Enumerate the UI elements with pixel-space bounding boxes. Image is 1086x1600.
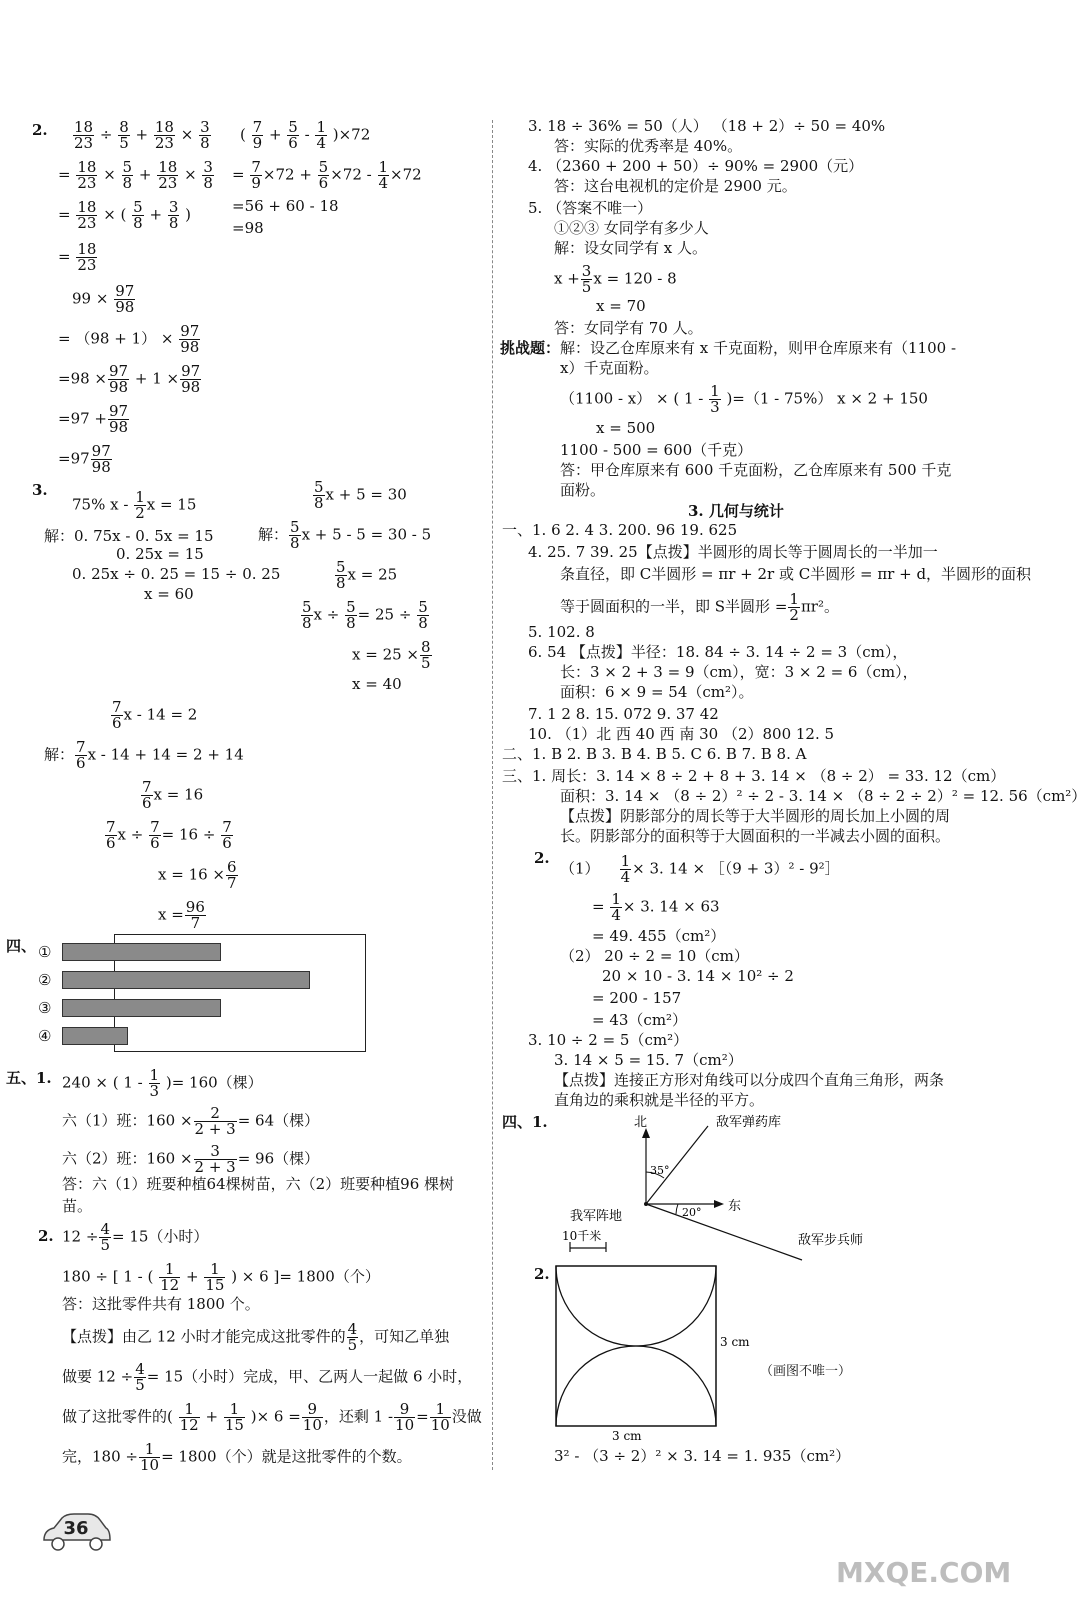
geo-three4: 长。阴影部分的面积等于大圆面积的一半减去小圆的面积。 (560, 827, 951, 845)
side-right-label: 3 cm (720, 1335, 750, 1349)
challenge-line6: 答：甲仓库原来有 600 千克面粉，乙仓库原来有 500 千克 (560, 461, 952, 479)
sec5-answer: 答：六（1）班要种植64棵树苗，六（2）班要种植96 棵树 (62, 1175, 455, 1193)
geo-three2: 面积：3. 14 × （8 ÷ 2）² ÷ 2 - 3. 14 × （8 ÷ 2 ÷ 2）² = 12. 56（cm²） (560, 787, 1086, 805)
geo-32b: = $\frac{1}{4}$ × 3. 14 × 63 (592, 890, 720, 924)
q52-line1: 12 ÷ $\frac{4}{5}$ = 15（小时） (62, 1220, 209, 1254)
r4-line: 4. （2360 + 200 + 50）÷ 90% = 2900（元） (528, 157, 864, 175)
base-label: 我军阵地 (570, 1209, 623, 1224)
geo-32-label: 2. (534, 849, 550, 867)
ammo-label: 敌军弹药库 (716, 1115, 782, 1130)
column-divider (492, 120, 493, 1470)
geo-32e: 20 × 10 - 3. 14 × 10² ÷ 2 (602, 967, 794, 985)
geo-33b: 3. 14 × 5 = 15. 7（cm²） (554, 1051, 743, 1069)
bar-label-2: ② (38, 971, 52, 989)
challenge-line4: x = 500 (596, 419, 656, 437)
r5-line: 5. （答案不唯一） (528, 199, 653, 217)
geo-4-label: 四、1. (502, 1113, 548, 1131)
geo-two: 二、1. B 2. B 3. B 4. B 5. C 6. B 7. B 8. A (502, 745, 807, 763)
page-number: 36 (63, 1518, 89, 1539)
sec5-answer2: 苗。 (62, 1197, 93, 1215)
bottom-semicircle (556, 1346, 716, 1426)
north-label: 北 (634, 1115, 648, 1130)
geo-33d: 直角边的乘积就是半径的平方。 (554, 1091, 765, 1109)
geo-32a: （1） $\frac{1}{4}$ × 3. 14 × ［（9 + 3）² - 9²］ (560, 852, 840, 886)
square-formula: 3² - （3 ÷ 2）² × 3. 14 = 1. 935（cm²） (554, 1447, 851, 1465)
geo-6c: 面积：6 × 9 = 54（cm²）。 (560, 683, 754, 701)
q3b-line4: $\frac{5}{8}$ x ÷ $\frac{5}{8}$ = 25 ÷ $\frac{5}{8}$ (302, 598, 428, 632)
challenge-line2: x）千克面粉。 (560, 359, 659, 377)
r4-answer: 答：这台电视机的定价是 2900 元。 (554, 177, 797, 195)
geo-10: 10. （1）北 西 40 西 南 30 （2）800 12. 5 (528, 725, 835, 743)
bar-label-1: ① (38, 943, 52, 961)
section5-label: 五、1. (6, 1069, 52, 1087)
q2c-line2: = （98 + 1） × $\frac{97}{98}$ (58, 322, 200, 356)
sec5-line1: 240 × ( 1 - $\frac{1}{3}$ )= 160（棵） (62, 1066, 263, 1100)
geo-4b: 条直径，即 C半圆形 = πr + 2r 或 C半圆形 = πr + d，半圆形的面积 (560, 565, 1032, 583)
r3-line: 3. 18 ÷ 36% = 50（人） （18 + 2）÷ 50 = 40% (528, 117, 886, 135)
scale-label: 10千米 (562, 1229, 602, 1243)
geo-32f: = 200 - 157 (592, 989, 682, 1007)
q2c-line1: 99 × $\frac{97}{98}$ (72, 282, 135, 316)
square-figure (548, 1262, 798, 1442)
tip3: 做了这批零件的( $\frac{1}{12}$ + $\frac{1}{15}$ )× 6 = $\frac{9}{10}$ ，还剩 1 - $\frac{9}{10}$ = $\frac{1}{10}$ 没做 (62, 1400, 482, 1434)
geo-6b: 长：3 × 2 + 3 = 9（cm），宽：3 × 2 = 6（cm）， (560, 663, 918, 681)
angle-label-2: 20° (682, 1206, 702, 1219)
geo-5: 5. 102. 8 (528, 623, 595, 641)
geo-42-label: 2. (534, 1265, 550, 1283)
bar-label-4: ④ (38, 1027, 52, 1045)
bar-1 (62, 943, 221, 961)
q2c-line5: =97 $\frac{97}{98}$ (58, 442, 111, 476)
challenge-line5: 1100 - 500 = 600（千克） (560, 441, 753, 459)
r5-line5: x = 70 (596, 297, 646, 315)
angle-label-1: 35° (650, 1164, 670, 1177)
tip1: 【点拨】由乙 12 小时才能完成这批零件的 $\frac{4}{5}$ ，可知乙单独 (62, 1320, 450, 1354)
challenge-line7: 面粉。 (560, 481, 606, 499)
q2c-line4: =97 + $\frac{97}{98}$ (58, 402, 129, 436)
geo-32d: （2） 20 ÷ 2 = 10（cm） (560, 947, 749, 965)
q3a-line1: 75% x - $\frac{1}{2}$ x = 15 (72, 488, 197, 522)
bar-3 (62, 999, 221, 1017)
sec5-line3: 六（2）班：160 × $\frac{3}{2 + 3}$ = 96（棵） (62, 1142, 320, 1176)
q3-label: 3. (32, 481, 48, 499)
fraction: $\frac{18}{23}$ (74, 118, 94, 152)
square-note: （画图不唯一） (760, 1364, 852, 1379)
geo-4c: 等于圆面积的一半，即 S半圆形 = $\frac{1}{2}$ πr²。 (560, 590, 839, 624)
geo-32g: = 43（cm²） (592, 1011, 688, 1029)
q3c-line3: $\frac{7}{6}$ x = 16 (142, 778, 204, 812)
q2a-line4: = $\frac{18}{23}$ (58, 240, 97, 274)
q3b-line6: x = 40 (352, 675, 402, 693)
infantry-label: 敌军步兵师 (798, 1233, 864, 1248)
east-label: 东 (728, 1199, 742, 1214)
q2a-line2: = $\frac{18}{23}$ × $\frac{5}{8}$ + $\frac{18}{23}$ × $\frac{3}{8}$ (58, 158, 213, 192)
geo-33a: 3. 10 ÷ 2 = 5（cm²） (528, 1031, 689, 1049)
geo-three3: 【点拨】阴影部分的周长等于大半圆形的周长加上小圆的周 (560, 807, 951, 825)
q3a-line3: 0. 25x = 15 (116, 545, 204, 563)
tip4: 完，180 ÷ $\frac{1}{10}$ = 1800（个）就是这批零件的个数。 (62, 1440, 412, 1474)
challenge-line3: （1100 - x） × ( 1 - $\frac{1}{3}$ )=（1 - 75%） x × 2 + 150 (560, 382, 928, 416)
r3-answer: 答：实际的优秀率是 40%。 (554, 137, 743, 155)
q3b-line3: $\frac{5}{8}$ x = 25 (336, 558, 398, 592)
geo-4a: 4. 25. 7 39. 25【点拨】半圆形的周长等于圆周长的一半加一 (528, 543, 938, 561)
q3c-line4: $\frac{7}{6}$ x ÷ $\frac{7}{6}$ = 16 ÷ $\frac{7}{6}$ (106, 818, 232, 852)
geo-7: 7. 1 2 8. 15. 072 9. 37 42 (528, 705, 719, 723)
fraction: $\frac{3}{8}$ (200, 118, 210, 152)
q3c-line1: $\frac{7}{6}$ x - 14 = 2 (112, 698, 198, 732)
challenge-label: 挑战题： (500, 339, 561, 357)
right-column (498, 0, 1086, 1600)
side-bottom-label: 3 cm (612, 1429, 642, 1443)
q2b-line1: ( $\frac{7}{9}$ + $\frac{5}{6}$ - $\frac{1}{4}$ )×72 (240, 118, 371, 152)
section-title: 3. 几何与统计 (688, 502, 784, 520)
challenge-line1: 解：设乙仓库原来有 x 千克面粉，则甲仓库原来有（1100 - (560, 339, 957, 357)
q3a-line2: 解：0. 75x - 0. 5x = 15 (44, 527, 214, 545)
geo-1: 一、1. 6 2. 4 3. 200. 96 19. 625 (502, 521, 738, 539)
q2c-line3: =98 × $\frac{97}{98}$ + 1 × $\frac{97}{98}$ (58, 362, 201, 396)
origin-point (644, 1202, 648, 1206)
q3b-line5: x = 25 × $\frac{8}{5}$ (352, 638, 431, 672)
fraction: $\frac{18}{23}$ (154, 118, 174, 152)
q2b-line2: = $\frac{7}{9}$ ×72 + $\frac{5}{6}$ ×72 - $\frac{1}{4}$ ×72 (232, 158, 422, 192)
east-arrow-icon (714, 1200, 724, 1208)
q2b-line3: =56 + 60 - 18 (232, 197, 339, 215)
left-column (0, 0, 490, 1600)
geo-6a: 6. 54 【点拨】半径：18. 84 ÷ 3. 14 ÷ 2 = 3（cm）， (528, 643, 908, 661)
r5-line2: ①②③ 女同学有多少人 (554, 219, 709, 237)
q2-label: 2. (32, 121, 48, 139)
q2a-line1: $\frac{18}{23}$ ÷ $\frac{8}{5}$ + $\frac{18}{23}$ × $\frac{3}{8}$ (74, 118, 210, 152)
q2b-line4: =98 (232, 219, 264, 237)
bar-label-3: ③ (38, 999, 52, 1017)
q3c-line5: x = 16 × $\frac{6}{7}$ (158, 858, 237, 892)
q3a-line4: 0. 25x ÷ 0. 25 = 15 ÷ 0. 25 (72, 565, 281, 583)
watermark-text: MXQE.COM (836, 1556, 1012, 1589)
q52-answer: 答：这批零件共有 1800 个。 (62, 1295, 260, 1313)
geo-32c: = 49. 455（cm²） (592, 927, 726, 945)
bar-2 (62, 971, 310, 989)
q52-line2: 180 ÷ [ 1 - ( $\frac{1}{12}$ + $\frac{1}{15}$ ) × 6 ]= 1800（个） (62, 1260, 380, 1294)
sec5-line2: 六（1）班：160 × $\frac{2}{2 + 3}$ = 64（棵） (62, 1104, 320, 1138)
bar-4 (62, 1027, 128, 1045)
section4-label: 四、 (6, 937, 37, 955)
r5-answer: 答：女同学有 70 人。 (554, 319, 703, 337)
q3a-line5: x = 60 (144, 585, 194, 603)
geo-three1: 三、1. 周长：3. 14 × 8 ÷ 2 + 8 + 3. 14 × （8 ÷ 2） = 33. 12（cm） (502, 767, 1006, 785)
r5-line3: 解：设女同学有 x 人。 (554, 239, 707, 257)
top-semicircle (556, 1266, 716, 1346)
r5-line4: x + $\frac{3}{5}$ x = 120 - 8 (554, 262, 677, 296)
q3b-line2: 解： $\frac{5}{8}$ x + 5 - 5 = 30 - 5 (258, 518, 432, 552)
q3b-line1: $\frac{5}{8}$ x + 5 = 30 (314, 478, 407, 512)
direction-map (558, 1115, 958, 1260)
q52-label: 2. (38, 1227, 54, 1245)
q3c-line6: x = $\frac{96}{7}$ (158, 898, 205, 932)
angle-arc-2 (676, 1204, 678, 1214)
infantry-line (646, 1204, 802, 1260)
tip2: 做要 12 ÷ $\frac{4}{5}$ = 15（小时）完成，甲、乙两人一起做 6 小时， (62, 1360, 473, 1394)
page-number-badge (40, 1510, 112, 1554)
q3c-line2: 解： $\frac{7}{6}$ x - 14 + 14 = 2 + 14 (44, 738, 244, 772)
geo-33c: 【点拨】连接正方形对角线可以分成四个直角三角形，两条 (554, 1071, 945, 1089)
fraction: $\frac{8}{5}$ (119, 118, 129, 152)
q2a-line3: = $\frac{18}{23}$ × ( $\frac{5}{8}$ + $\frac{3}{8}$ ) (58, 198, 191, 232)
